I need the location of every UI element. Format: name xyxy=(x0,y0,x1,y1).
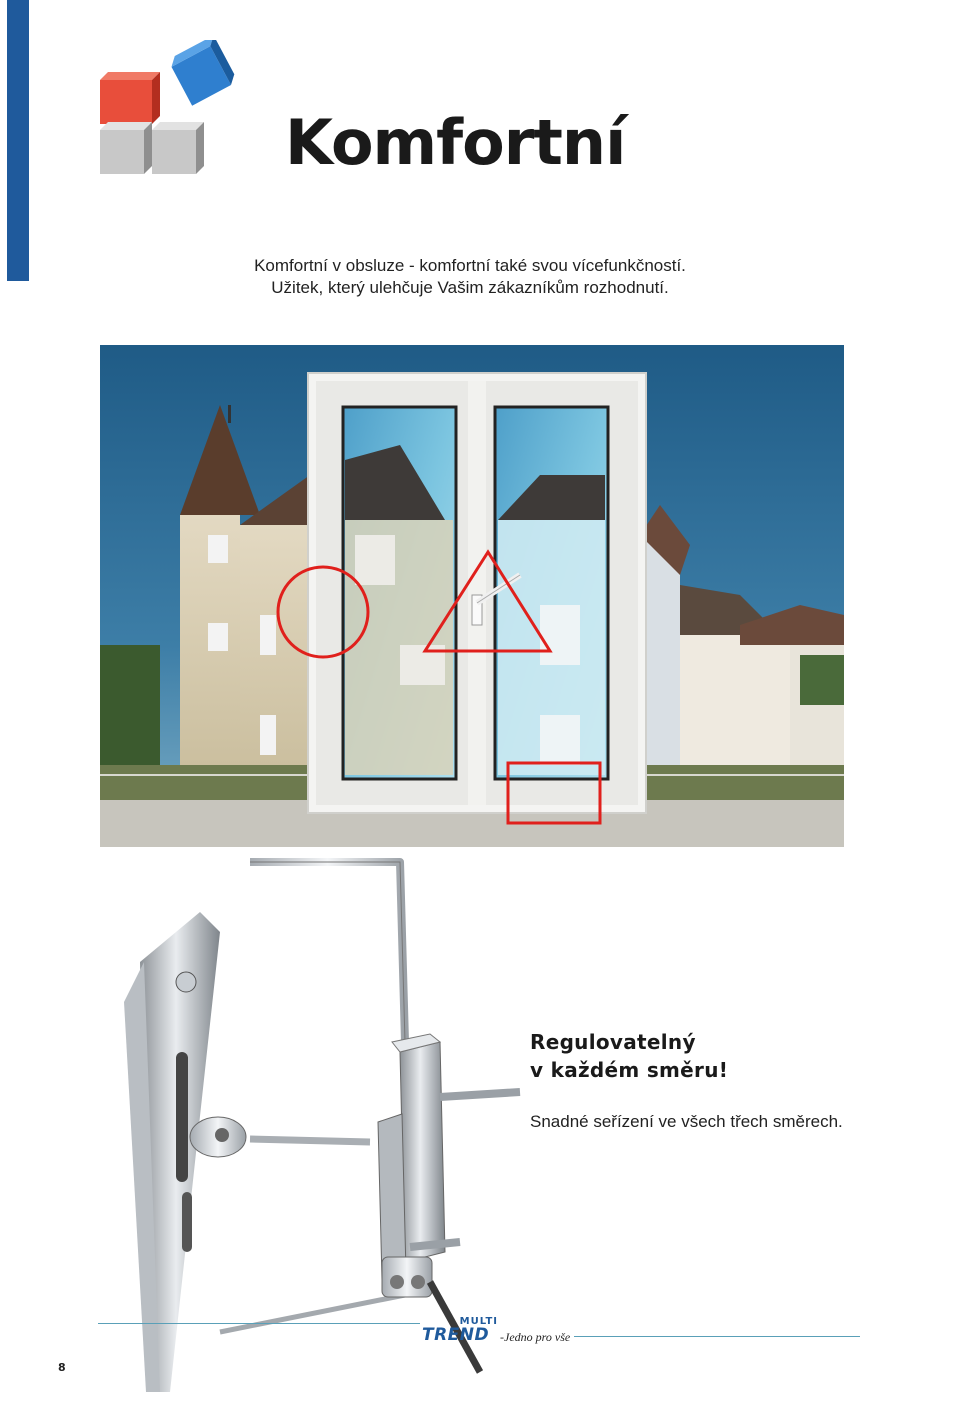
page-title: Komfortní xyxy=(285,106,626,179)
intro-line-1: Komfortní v obsluze - komfortní také svou vícefunkčností. xyxy=(254,256,686,275)
window-house-photo xyxy=(100,345,844,847)
blue-cube xyxy=(168,40,238,106)
page-number: 8 xyxy=(58,1361,66,1374)
cubes-logo xyxy=(96,40,246,180)
feature-heading-line-2: v každém směru! xyxy=(530,1058,729,1082)
side-accent-bar xyxy=(7,0,29,281)
intro-text xyxy=(230,255,710,299)
footer-rule-left xyxy=(98,1323,420,1324)
feature-description: Snadné seřízení ve všech třech směrech. xyxy=(530,1112,843,1131)
intro-line-2: Užitek, který ulehčuje Vašim zákazníkům rozhodnutí. xyxy=(271,278,669,297)
brand-tagline: -Jedno pro vše xyxy=(500,1330,571,1344)
hardware-illustration xyxy=(100,852,570,1392)
brand-multi-text: MULTI xyxy=(459,1316,498,1327)
footer-rule-right xyxy=(574,1336,860,1337)
multitrend-logo xyxy=(420,1316,500,1346)
feature-heading-line-1: Regulovatelný xyxy=(530,1030,696,1054)
red-cube xyxy=(100,72,160,124)
brand-trend-text: TREND xyxy=(422,1325,490,1345)
gray-cube-left xyxy=(100,122,152,174)
feature-heading xyxy=(530,1028,728,1084)
gray-cube-right xyxy=(152,122,204,174)
